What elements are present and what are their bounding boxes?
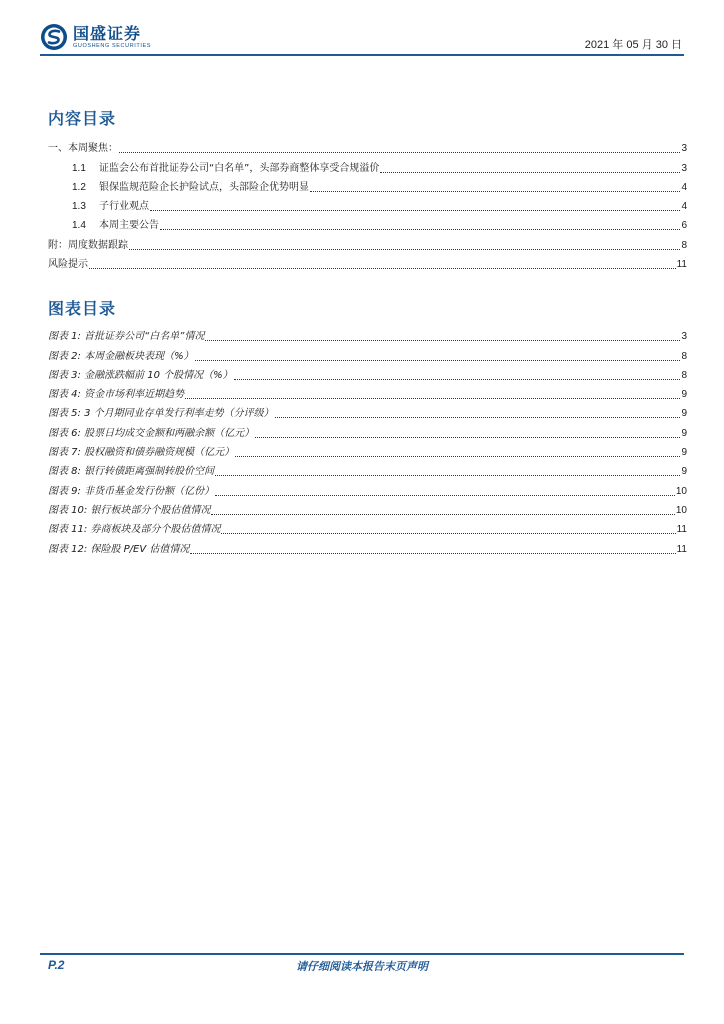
toc-entry-page: 4 [681, 201, 687, 213]
chart-entry-page: 8 [681, 350, 687, 362]
toc-dot-leader [310, 191, 680, 192]
chart-toc-entry[interactable] [48, 459, 687, 478]
toc-entry-number: 1.3 [72, 201, 86, 213]
chart-entry-title: 图表 3: 金融涨跌幅前 10 个股情况（%） [48, 369, 233, 381]
chart-entry-title: 图表 7: 股权融资和债券融资规模（亿元） [48, 447, 235, 459]
chart-entry-page: 11 [676, 543, 687, 555]
toc-entry-page: 11 [676, 259, 687, 271]
toc-entry-number: 1.1 [72, 162, 86, 174]
toc-dot-leader [380, 172, 680, 173]
toc-dot-leader [234, 379, 681, 380]
chart-toc-entry[interactable] [48, 498, 687, 517]
toc-dot-leader [190, 553, 675, 554]
chart-entry-title: 图表 9: 非货币基金发行份额（亿份） [48, 485, 215, 497]
toc-entry-page: 4 [681, 181, 687, 193]
guosheng-logo-icon [40, 23, 68, 51]
toc-dot-leader [235, 456, 680, 457]
toc-entry-page: 6 [681, 220, 687, 232]
page-number: P.2 [48, 958, 65, 972]
toc-dot-leader [119, 152, 680, 153]
chart-entry-page: 8 [681, 369, 687, 381]
charts-list [48, 324, 687, 556]
toc-entry-title: 银保监规范险企长护险试点，头部险企优势明显 [99, 181, 309, 193]
chart-entry-title: 图表 11: 券商板块及部分个股估值情况 [48, 524, 221, 536]
toc-entry-page: 3 [681, 143, 687, 155]
chart-toc-entry[interactable] [48, 401, 687, 420]
chart-entry-page: 9 [681, 427, 687, 439]
toc-dot-leader [221, 533, 675, 534]
toc-entry-title: 一、本周聚焦： [48, 143, 118, 155]
toc-dot-leader [150, 210, 680, 211]
toc-entry[interactable] [48, 136, 687, 155]
toc-entry-title: 子行业观点 [99, 201, 149, 213]
disclaimer-note: 请仔细阅读本报告末页声明 [296, 960, 428, 973]
chart-toc-entry[interactable] [48, 517, 687, 536]
toc-dot-leader [195, 360, 681, 361]
logo-english-name: GUOSHENG SECURITIES [73, 42, 152, 49]
chart-entry-title: 图表 4: 资金市场利率近期趋势 [48, 389, 185, 401]
chart-entry-title: 图表 1: 首批证券公司“白名单”情况 [48, 331, 205, 343]
header-divider [40, 54, 684, 56]
toc-entry-number: 1.2 [72, 181, 86, 193]
chart-entry-title: 图表 6: 股票日均成交金额和两融余额（亿元） [48, 427, 255, 439]
report-date: 2021 年 05 月 30 日 [584, 39, 682, 51]
footer-divider [40, 953, 684, 955]
chart-entry-page: 9 [681, 408, 687, 420]
toc-entry[interactable] [48, 155, 687, 174]
toc-dot-leader [275, 417, 681, 418]
chart-toc-entry[interactable] [48, 343, 687, 362]
chart-entry-page: 11 [676, 524, 687, 536]
contents-title: 内容目录 [48, 109, 117, 128]
chart-toc-entry[interactable] [48, 382, 687, 401]
chart-entry-title: 图表 8: 银行转债距离强制转股价空间 [48, 466, 215, 478]
toc-dot-leader [215, 495, 675, 496]
charts-title: 图表目录 [48, 299, 117, 318]
toc-entry[interactable] [48, 175, 687, 194]
toc-dot-leader [255, 437, 680, 438]
chart-entry-page: 9 [681, 466, 687, 478]
toc-dot-leader [89, 268, 676, 269]
toc-entry-title: 本周主要公告 [99, 220, 159, 232]
chart-toc-entry[interactable] [48, 478, 687, 497]
chart-entry-page: 3 [681, 331, 687, 343]
toc-dot-leader [185, 398, 680, 399]
toc-entry-title: 风险提示 [48, 259, 88, 271]
chart-entry-page: 10 [675, 485, 687, 497]
chart-entry-title: 图表 10: 银行板块部分个股估值情况 [48, 504, 211, 516]
toc-entry-page: 3 [681, 162, 687, 174]
chart-toc-entry[interactable] [48, 536, 687, 555]
toc-dot-leader [211, 514, 674, 515]
toc-dot-leader [215, 475, 680, 476]
toc-entry[interactable] [48, 213, 687, 232]
toc-entry[interactable] [48, 252, 687, 271]
chart-toc-entry[interactable] [48, 420, 687, 439]
chart-entry-page: 9 [681, 447, 687, 459]
toc-entry[interactable] [48, 232, 687, 251]
chart-toc-entry[interactable] [48, 324, 687, 343]
chart-toc-entry[interactable] [48, 440, 687, 459]
chart-entry-title: 图表 12: 保险股 P/EV 估值情况 [48, 543, 190, 555]
chart-entry-title: 图表 5: 3 个月期同业存单发行利率走势（分评级） [48, 408, 274, 420]
chart-entry-page: 9 [681, 389, 687, 401]
toc-dot-leader [205, 340, 680, 341]
chart-entry-page: 10 [675, 504, 687, 516]
toc-entry-title: 证监会公布首批证券公司“白名单”，头部券商整体享受合规溢价 [99, 162, 380, 174]
contents-list [48, 136, 687, 271]
toc-entry-title: 附：周度数据跟踪 [48, 239, 128, 251]
page-header [40, 22, 684, 56]
toc-dot-leader [160, 229, 680, 230]
logo-chinese-name: 国盛证券 [73, 23, 142, 43]
chart-toc-entry[interactable] [48, 363, 687, 382]
toc-entry-page: 8 [681, 239, 687, 251]
chart-entry-title: 图表 2: 本周金融板块表现（%） [48, 350, 194, 362]
company-logo [40, 22, 151, 52]
toc-entry[interactable] [48, 194, 687, 213]
toc-entry-number: 1.4 [72, 220, 86, 232]
toc-dot-leader [129, 249, 680, 250]
